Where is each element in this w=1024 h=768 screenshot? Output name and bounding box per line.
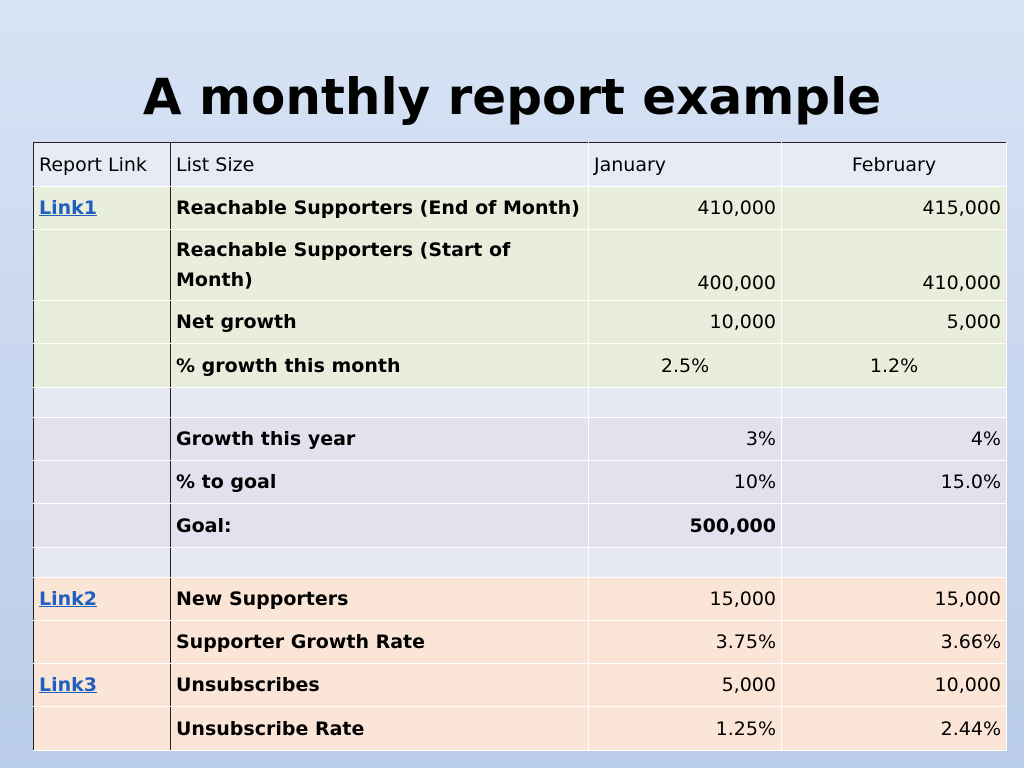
row-label: Goal: [171,504,589,548]
table-row [34,187,1007,230]
row-label: Net growth [171,301,589,344]
table-row [34,504,1007,548]
row-label: Unsubscribe Rate [171,707,589,751]
february-value: 3.66% [782,621,1007,664]
spacer-row [34,388,1007,418]
january-value: 10,000 [589,301,782,344]
january-value: 5,000 [589,664,782,707]
row-label: Reachable Supporters (End of Month) [171,187,589,230]
february-value [782,388,1007,418]
january-value: 3% [589,418,782,461]
february-value [782,504,1007,548]
february-value: 4% [782,418,1007,461]
header-report-link: Report Link [34,143,171,187]
january-value: 2.5% [589,344,782,388]
row-label: Unsubscribes [171,664,589,707]
table-row [34,418,1007,461]
report-link-1[interactable]: Link1 [34,187,171,230]
january-value: 15,000 [589,578,782,621]
february-value [782,548,1007,578]
row-label [171,548,589,578]
table-row [34,230,1007,301]
report-link-2[interactable]: Link2 [34,578,171,621]
table-row [34,664,1007,707]
january-value [589,388,782,418]
header-february: February [782,143,1007,187]
january-value: 400,000 [589,230,782,301]
table-row [34,461,1007,504]
spacer-row [34,548,1007,578]
monthly-report-table [33,142,1007,751]
report-link-cell [34,707,171,751]
report-link-3[interactable]: Link3 [34,664,171,707]
february-value: 10,000 [782,664,1007,707]
january-value: 3.75% [589,621,782,664]
report-link-cell [34,621,171,664]
row-label: New Supporters [171,578,589,621]
january-value [589,548,782,578]
header-january: January [589,143,782,187]
report-link-cell [34,230,171,301]
february-value: 2.44% [782,707,1007,751]
slide-title: A monthly report example [142,68,882,126]
report-link-cell [34,301,171,344]
table-row [34,301,1007,344]
report-link-cell [34,344,171,388]
table-row [34,707,1007,751]
row-label: % to goal [171,461,589,504]
report-link-cell [34,418,171,461]
january-value: 10% [589,461,782,504]
row-label: Growth this year [171,418,589,461]
table-row [34,344,1007,388]
february-value: 1.2% [782,344,1007,388]
february-value: 415,000 [782,187,1007,230]
row-label: % growth this month [171,344,589,388]
february-value: 15.0% [782,461,1007,504]
january-value: 1.25% [589,707,782,751]
row-label [171,388,589,418]
table-row [34,621,1007,664]
header-list-size: List Size [171,143,589,187]
table-header-row [34,143,1007,187]
row-label: Supporter Growth Rate [171,621,589,664]
report-link-cell [34,461,171,504]
report-link-cell [34,548,171,578]
february-value: 410,000 [782,230,1007,301]
report-link-cell [34,388,171,418]
january-value: 410,000 [589,187,782,230]
february-value: 5,000 [782,301,1007,344]
table-row [34,578,1007,621]
goal-value: 500,000 [589,504,782,548]
february-value: 15,000 [782,578,1007,621]
report-link-cell [34,504,171,548]
row-label: Reachable Supporters (Start of Month) [171,230,589,301]
